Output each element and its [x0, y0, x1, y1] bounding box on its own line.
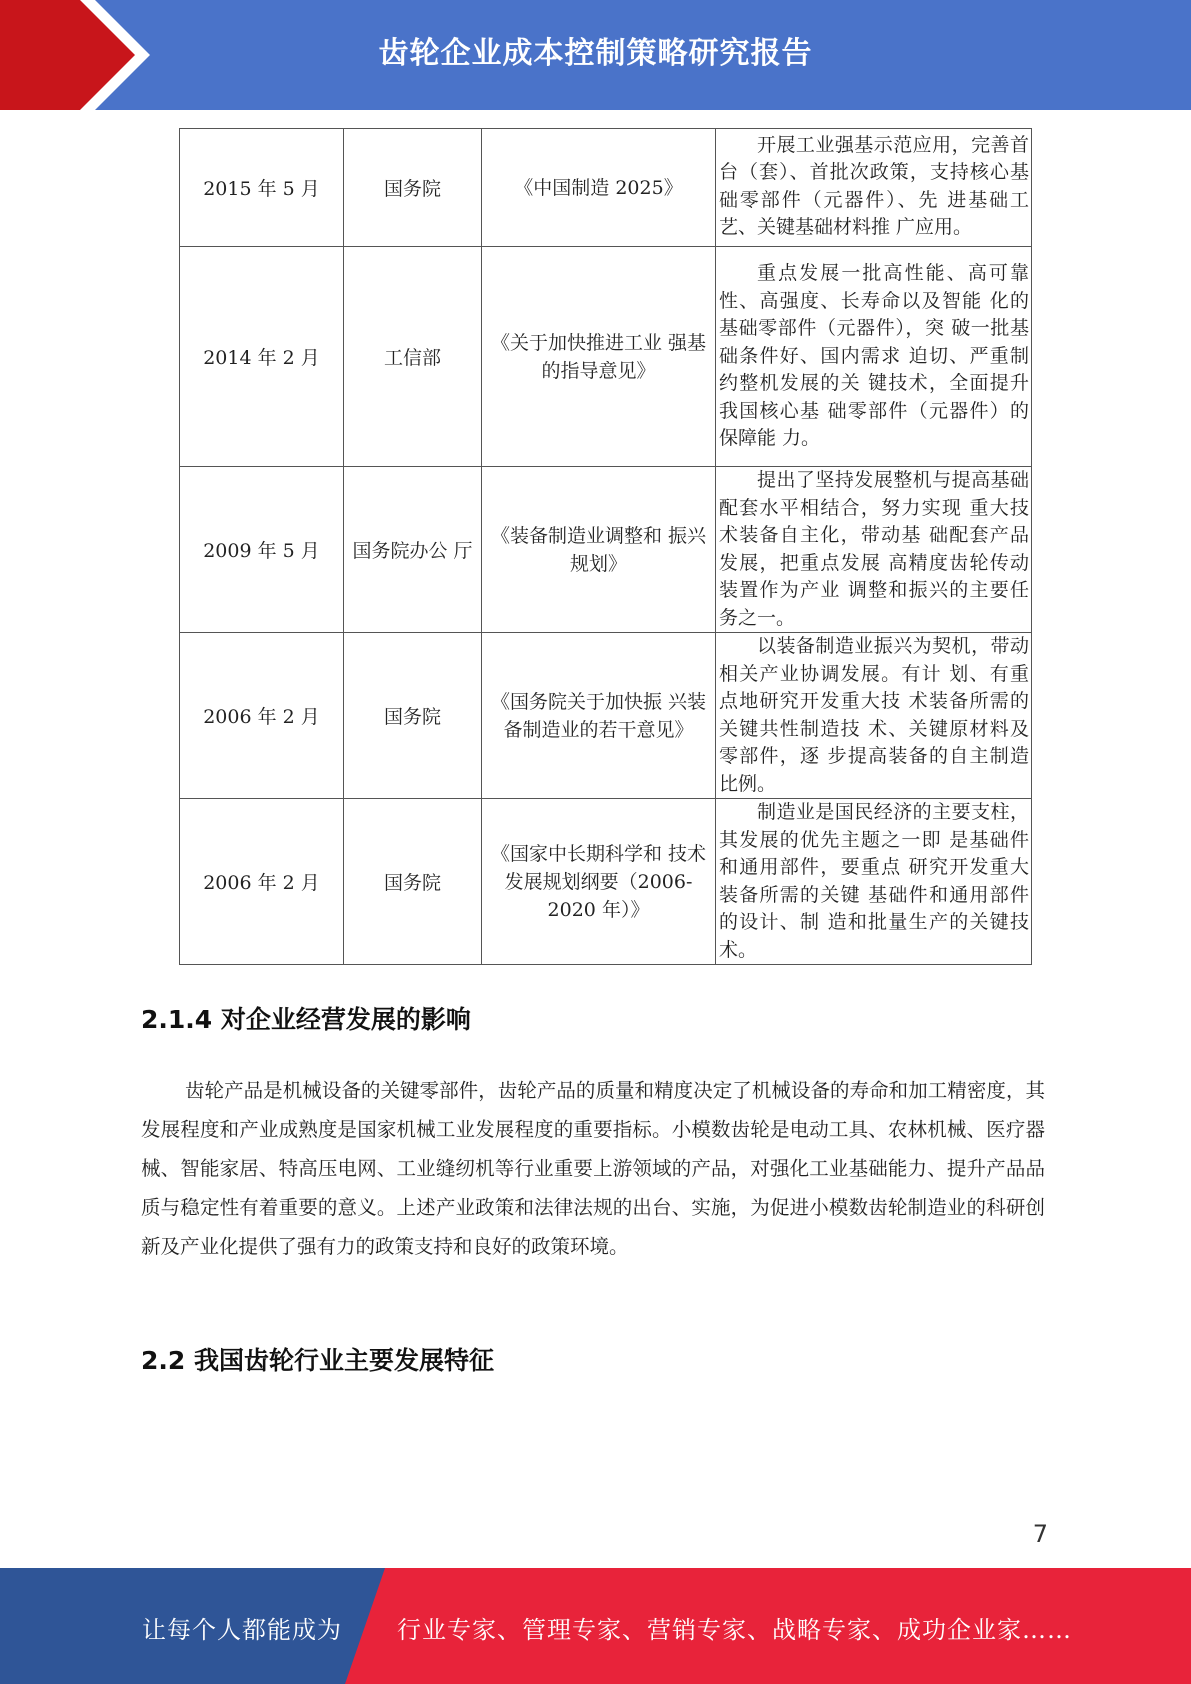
document-cell: 《国家中长期科学和 技术发展规划纲要（2006-2020 年）》 [482, 799, 716, 965]
table-row [180, 129, 1032, 247]
document-cell: 《关于加快推进工业 强基的指导意见》 [482, 247, 716, 467]
page-number: 7 [1032, 1520, 1048, 1548]
policy-table [179, 128, 1032, 965]
description-text: 开展工业强基示范应用，完善首台（套）、首批次政策，支持核心基础零部件（元器件）、先 进基础工艺、关键基础材料推 广应用。 [719, 133, 1029, 238]
table-row [180, 467, 1032, 633]
table-row [180, 247, 1032, 467]
date-cell: 2014 年 2 月 [180, 247, 344, 467]
table-row [180, 633, 1032, 799]
section-body-paragraph: 齿轮产品是机械设备的关键零部件，齿轮产品的质量和精度决定了机械设备的寿命和加工精密度，其发展程度和产业成熟度是国家机械工业发展程度的重要指标。小模数齿轮是电动工具、农林机械、医疗器械、智能家居、特高压电网、工业缝纫机等行业重要上游领域的产品，对强化工业基础能力、提升产品品质与稳定性有着重要的意义。上述产业政策和法律法规的出台、实施，为促进小模数齿轮制造业的科研创新及产业化提供了强有力的政策支持和良好的政策环境。 [141, 1079, 1045, 1258]
date-cell: 2009 年 5 月 [180, 467, 344, 633]
department-cell: 国务院 [344, 633, 482, 799]
department-cell: 工信部 [344, 247, 482, 467]
document-cell: 《中国制造 2025》 [482, 129, 716, 247]
date-cell: 2006 年 2 月 [180, 799, 344, 965]
page-header [0, 0, 1191, 110]
document-cell: 《国务院关于加快振 兴装备制造业的若干意见》 [482, 633, 716, 799]
description-cell [716, 467, 1032, 633]
footer-slogan-left: 让每个人都能成为 [142, 1616, 342, 1644]
department-cell: 国务院 [344, 129, 482, 247]
department-cell: 国务院 [344, 799, 482, 965]
footer-slogan-right: 行业专家、管理专家、营销专家、战略专家、成功企业家…… [397, 1616, 1072, 1644]
description-text: 以装备制造业振兴为契机，带动相关产业协调发展。有计 划、有重点地研究开发重大技 术装备所需的关键共性制造技 术、关键原材料及零部件，逐 步提高装备的自主制造比例。 [719, 635, 1029, 795]
section-heading-2-1-4: 2.1.4 对企业经营发展的影响 [141, 1005, 471, 1034]
description-cell [716, 129, 1032, 247]
description-text: 制造业是国民经济的主要支柱，其发展的优先主题之一即 是基础件和通用部件，要重点 研究开发重大装备所需的关键 基础件和通用部件的设计、制 造和批量生产的关键技术。 [719, 801, 1029, 961]
page-footer [0, 1568, 1191, 1684]
date-cell: 2006 年 2 月 [180, 633, 344, 799]
description-text: 提出了坚持发展整机与提高基础配套水平相结合，努力实现 重大技术装备自主化，带动基 础配套产品发展，把重点发展 高精度齿轮传动装置作为产业 调整和振兴的主要任务之一。 [719, 469, 1029, 629]
description-text: 重点发展一批高性能、高可靠性、高强度、长寿命以及智能 化的基础零部件（元器件），突 破一批基础条件好、国内需求 迫切、严重制约整机发展的关 键技术，全面提升我国核心基 础零部件（元器件）的保障能 力。 [719, 262, 1029, 450]
document-cell: 《装备制造业调整和 振兴规划》 [482, 467, 716, 633]
section-heading-2-2: 2.2 我国齿轮行业主要发展特征 [141, 1346, 494, 1375]
description-cell [716, 247, 1032, 467]
date-cell: 2015 年 5 月 [180, 129, 344, 247]
description-cell [716, 633, 1032, 799]
table-row [180, 799, 1032, 965]
report-title: 齿轮企业成本控制策略研究报告 [378, 36, 813, 71]
description-cell [716, 799, 1032, 965]
department-cell: 国务院办公 厅 [344, 467, 482, 633]
